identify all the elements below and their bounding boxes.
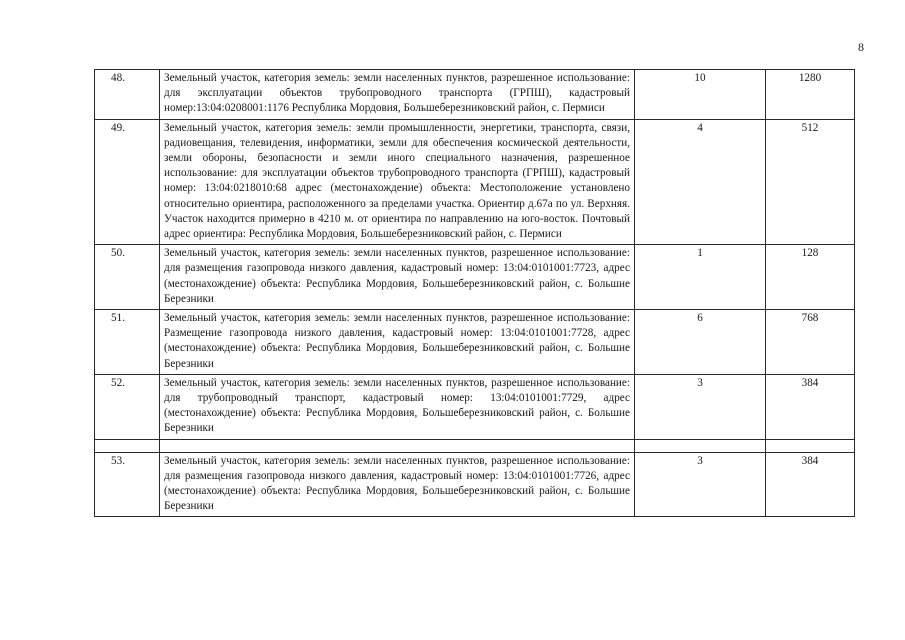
- plot-description: Земельный участок, категория земель: земли населенных пунктов, разрешенное использование: для эксплуатации объектов трубопроводного транспорта (ГРПШ), кадастровый номер:13:04:0208001:1176 Республика Мордовия, Большеберезниковский район, с. Пермиси: [160, 70, 635, 120]
- table-row: [95, 245, 855, 310]
- plot-area: 4: [635, 119, 766, 245]
- plot-value: 768: [766, 310, 855, 375]
- page-number: 8: [858, 40, 864, 54]
- plot-description: Земельный участок, категория земель: земли населенных пунктов, разрешенное использование: Размещение газопровода низкого давления, кадастровый номер: 13:04:0101001:7728, адрес (местонахождение) объекта: Республика Мордовия, Большеберезниковский район, с. Большие Березники: [160, 310, 635, 375]
- plot-description: Земельный участок, категория земель: земли промышленности, энергетики, транспорта, связи, радиовещания, телевидения, информатики, земли для обеспечения космической деятельности, земли обороны, безопасности и земли иного специального назначения, разрешенное использование: для эксплуатации объектов трубопроводного транспорта (ГРПШ), кадастровый номер: 13:04:0218010:68 адрес (местонахождение) объекта: Местоположение установлено относительно ориентира, расположенного за пределами участка. Ориентир д.67а по ул. Верхняя. Участок находится примерно в 4210 м. от ориентира по направлению на юго-восток. Почтовый адрес ориентира: Республика Мордовия, Большеберезниковский район, с. Пермиси: [160, 119, 635, 245]
- plot-description: Земельный участок, категория земель: земли населенных пунктов, разрешенное использование: для размещения газопровода низкого давления, кадастровый номер: 13:04:0101001:7723, адрес (местонахождение) объекта: Республика Мордовия, Большеберезниковский район, с. Большие Березники: [160, 245, 635, 310]
- row-number: 50.: [95, 245, 160, 310]
- plot-value: 384: [766, 374, 855, 439]
- plot-value: 384: [766, 452, 855, 517]
- plot-area: 10: [635, 70, 766, 120]
- row-number: 48.: [95, 70, 160, 120]
- plot-value: 128: [766, 245, 855, 310]
- spacer-cell: [95, 439, 160, 452]
- table-row: [95, 70, 855, 120]
- table-row: [95, 452, 855, 517]
- table-row: [95, 310, 855, 375]
- plot-area: 3: [635, 452, 766, 517]
- plot-value: 1280: [766, 70, 855, 120]
- row-number: 53.: [95, 452, 160, 517]
- spacer-cell: [766, 439, 855, 452]
- land-plots-table: [94, 69, 855, 517]
- plot-area: 3: [635, 374, 766, 439]
- plot-value: 512: [766, 119, 855, 245]
- plot-area: 6: [635, 310, 766, 375]
- row-number: 49.: [95, 119, 160, 245]
- plot-area: 1: [635, 245, 766, 310]
- table-row: [95, 119, 855, 245]
- plot-description: Земельный участок, категория земель: земли населенных пунктов, разрешенное использование: для трубопроводный транспорт, кадастровый номер: 13:04:0101001:7729, адрес (местонахождение) объекта: Республика Мордовия, Большеберезниковский район, с. Большие Березники: [160, 374, 635, 439]
- row-number: 52.: [95, 374, 160, 439]
- spacer-cell: [635, 439, 766, 452]
- spacer-cell: [160, 439, 635, 452]
- row-number: 51.: [95, 310, 160, 375]
- table-spacer-row: [95, 439, 855, 452]
- plot-description: Земельный участок, категория земель: земли населенных пунктов, разрешенное использование: для размещения газопровода низкого давления, кадастровый номер: 13:04:0101001:7726, адрес (местонахождение) объекта: Республика Мордовия, Большеберезниковский район, с. Большие Березники: [160, 452, 635, 517]
- table-row: [95, 374, 855, 439]
